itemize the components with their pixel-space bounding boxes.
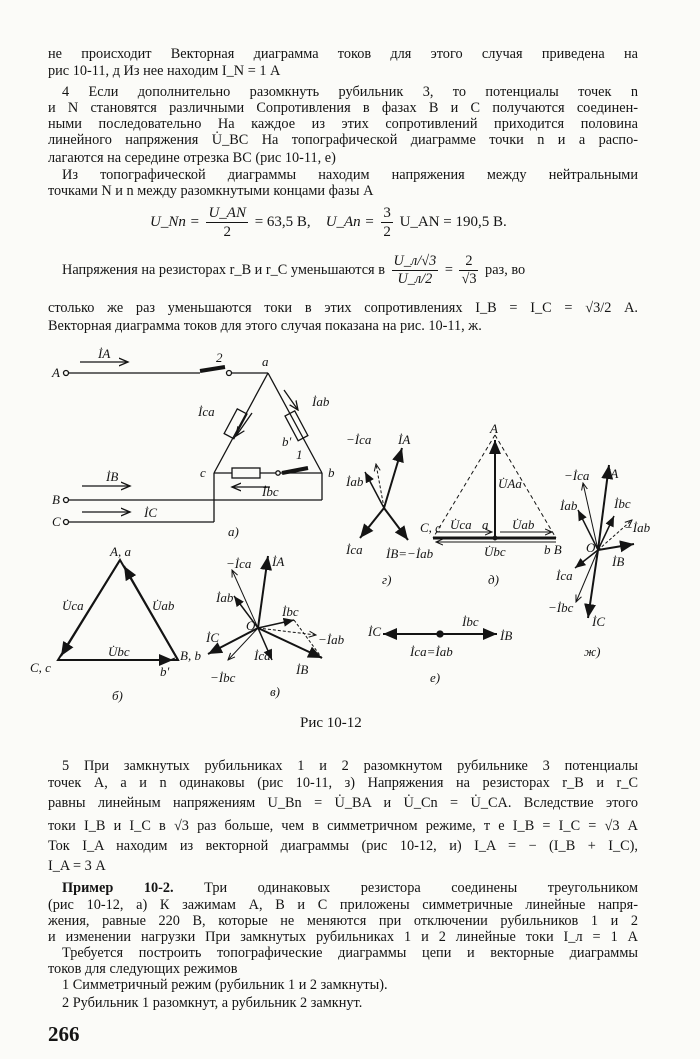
label: U̇ab: [152, 598, 175, 613]
text-line: лагаются на середине отрезка BC (рис 10-11, е): [48, 150, 336, 166]
text-line: рис 10-11, д Из нее находим I_N = 1 А: [48, 63, 281, 79]
label: İC: [368, 624, 381, 639]
label: A, a: [110, 544, 131, 559]
label: İA: [98, 346, 111, 361]
formula-fraction: $\frac{U\_AN}{2}$: [208, 205, 246, 240]
label: İab: [216, 590, 234, 605]
label: A: [490, 421, 498, 436]
text-line: токов для следующих режимов: [48, 961, 238, 977]
label: İC: [206, 630, 219, 645]
label: İca=İab: [410, 644, 453, 659]
label: İA: [606, 466, 619, 481]
list-item: 1 Симметричный режим (рубильник 1 и 2 замкнуты).: [62, 977, 388, 993]
text-line: (рис 10-12, а) К зажимам A, B и C приложены симметричные линейные напря-: [48, 897, 638, 913]
label: İca: [254, 648, 271, 663]
label: İbc: [614, 496, 631, 511]
formula-value: = 63,5 В,: [254, 213, 311, 230]
text-line: и N становятся различными Сопротивления в фазах B и C получаются соединен-: [48, 100, 638, 116]
label: İab: [346, 474, 364, 489]
label: İab: [560, 498, 578, 513]
text-line: 4 Если дополнительно разомкнуть рубильник 3, то потенциалы точек n: [62, 84, 638, 100]
label: U̇ab: [512, 517, 535, 532]
text-line: Ток I_A находим из векторной диаграммы (рис 10-12, и) I_A = − (I_B + I_C),: [48, 838, 638, 854]
label: −İab: [624, 520, 651, 535]
text-line: Из топографической диаграммы находим напряжения между нейтральными: [62, 167, 638, 183]
label: е): [430, 670, 441, 685]
label: İB: [612, 554, 625, 569]
label: c: [200, 465, 206, 480]
text-line: Требуется построить топографические диаграммы цепи и векторные диаграммы: [62, 945, 638, 961]
text-line: Векторная диаграмма токов для этого случая показана на рис. 10-11, ж.: [48, 318, 482, 334]
list-item: 2 Рубильник 1 разомкнут, а рубильник 2 замкнут.: [62, 995, 363, 1011]
label: İca: [556, 568, 573, 583]
label: −İca: [564, 468, 590, 483]
text-line: точками N и n между разомкнутыми концами фазы A: [48, 183, 374, 199]
label: U̇bc: [484, 544, 506, 559]
text-line: равны линейным напряжениям U_Bn = U̇_BA и U̇_Cn = U̇_CA. Вследствие этого: [48, 795, 638, 811]
label: B, b: [180, 648, 201, 663]
label: İbc: [462, 614, 479, 629]
label: b: [328, 465, 335, 480]
text-line: ными последовательно На каждое из этих сопротивлений приходится половина: [48, 116, 638, 132]
text-line: линейного напряжения U̇_BC На топографической диаграмме точки n и a распо-: [48, 132, 638, 148]
label: İA: [272, 554, 285, 569]
label: в): [270, 684, 280, 699]
label: −İca: [346, 432, 372, 447]
label: O: [586, 540, 596, 555]
label: İB=−İab: [386, 546, 434, 561]
formula-fraction: $\frac{3}{2}$: [383, 205, 391, 240]
label: a: [262, 354, 269, 369]
label: U̇bc: [108, 644, 130, 659]
label: C, c: [420, 520, 441, 535]
label: İA: [398, 432, 411, 447]
formula-fraction: $\frac{2}{√3}$: [461, 253, 477, 287]
label: İca: [198, 404, 215, 419]
text-line: токи I_B и I_C в √3 раз больше, чем в симметричном режиме, т е I_B = I_C = √3 А: [48, 818, 638, 834]
text-line: 5 При замкнутых рубильниках 1 и 2 разомкнутом рубильнике 3 потенциалы: [62, 758, 638, 774]
formula-fraction: $\frac{U\_л/√3}{U\_л/2}$: [393, 253, 437, 287]
label: −İca: [226, 556, 252, 571]
label: U̇ca: [62, 598, 84, 613]
label: İbc: [282, 604, 299, 619]
label: а): [228, 524, 239, 539]
vector-diagram-e: [383, 631, 497, 637]
formula-ratio-line: Напряжения на резисторах r_B и r_C уменьшаются в $\frac{U\_л/√3}{U\_л/2}$ = $\frac{2}{√3}$ раз, во: [62, 253, 526, 287]
label: U̇Aa: [498, 476, 522, 491]
label: b′: [160, 664, 170, 679]
label: A: [52, 365, 60, 380]
label: б): [112, 688, 123, 703]
label: −İab: [318, 632, 345, 647]
label: a: [482, 517, 489, 532]
example-title: Пример 10-2.: [62, 880, 174, 896]
label: O: [246, 618, 256, 633]
text-line: столько же раз уменьшаются токи в этих сопротивлениях I_B = I_C = √3/2 А.: [48, 300, 638, 316]
text-line: I_A = 3 А: [48, 858, 106, 874]
formula-lhs: U_Nn =: [150, 213, 200, 230]
label: İca: [346, 542, 363, 557]
label: 2: [216, 350, 223, 365]
text-line: точек A, a и n одинаковы (рис 10-11, з) Напряжения на резисторах r_B и r_C: [48, 775, 638, 791]
label: İB: [500, 628, 513, 643]
label: İab: [312, 394, 330, 409]
label: İB: [106, 469, 119, 484]
text-line: жения, равные 220 В, которые не меняются при отключении рубильников 1 и 2: [48, 913, 638, 929]
formula-value: U_AN = 190,5 В.: [399, 213, 507, 230]
vector-diagram-g: [360, 448, 408, 540]
label: C, c: [30, 660, 51, 675]
label: İB: [296, 662, 309, 677]
label: U̇ca: [450, 517, 472, 532]
text-line: и изменении нагрузки При замкнутых рубильниках 1 и 2 линейные токи I_л = 1 А: [48, 929, 638, 945]
label: b B: [544, 542, 562, 557]
label: İbc: [262, 484, 279, 499]
label: д): [488, 572, 499, 587]
figure-10-12: [0, 340, 700, 710]
vector-diagram-v: [208, 556, 322, 660]
text-line: не происходит Векторная диаграмма токов для этого случая приведена на: [48, 46, 638, 62]
formula-lhs: U_An =: [325, 213, 375, 230]
formula-voltages: [150, 204, 507, 241]
label: b′: [282, 434, 292, 449]
page-number: 266: [48, 1022, 80, 1046]
label: B: [52, 492, 60, 507]
figure-caption: Рис 10-12: [300, 715, 362, 731]
label: C: [52, 514, 61, 529]
label: 1: [296, 447, 303, 462]
label: −İbc: [210, 670, 236, 685]
label: İC: [144, 505, 157, 520]
label: −İbc: [548, 600, 574, 615]
label: ж): [584, 644, 601, 659]
vector-diagram-zh: [575, 465, 634, 618]
example-first-line: Пример 10-2. Три одинаковых резистора соединены треугольником: [62, 880, 638, 896]
label: г): [382, 572, 392, 587]
label: İC: [592, 614, 605, 629]
